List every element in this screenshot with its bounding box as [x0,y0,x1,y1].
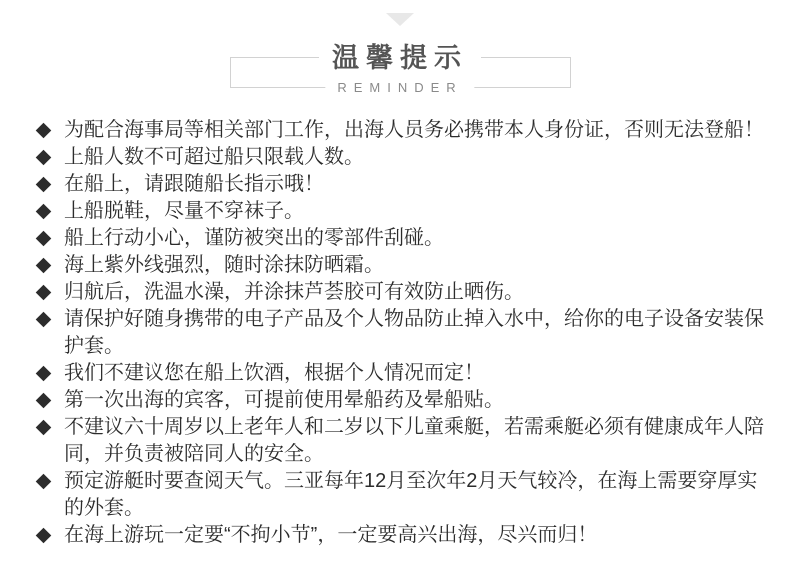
diamond-bullet-icon [36,474,52,490]
list-item [36,198,774,225]
diamond-bullet-icon [36,258,52,274]
list-item [36,252,774,279]
list-item [36,468,774,522]
reminder-list [36,117,774,549]
reminder-notice-page [0,13,800,583]
reminder-text: 上船人数不可超过船只限载人数。 [64,146,364,168]
reminder-text: 不建议六十周岁以上老年人和二岁以下儿童乘艇，若需乘艇必须有健康成年人陪同，并负责被陪同人的安全。 [64,416,764,465]
list-item [36,306,774,360]
list-item [36,360,774,387]
reminder-text: 为配合海事局等相关部门工作，出海人员务必携带本人身份证，否则无法登船！ [64,119,764,141]
diamond-bullet-icon [36,123,52,139]
list-item [36,279,774,306]
reminder-text: 归航后，洗温水澡，并涂抹芦荟胶可有效防止晒伤。 [64,281,524,303]
reminder-text: 在船上，请跟随船长指示哦！ [64,173,324,195]
reminder-text: 在海上游玩一定要“不拘小节”，一定要高兴出海，尽兴而归！ [64,524,598,546]
list-item [36,522,774,549]
list-item [36,117,774,144]
list-item [36,225,774,252]
diamond-bullet-icon [36,285,52,301]
page-subtitle: REMINDER [325,79,474,96]
diamond-bullet-icon [36,150,52,166]
diamond-bullet-icon [36,177,52,193]
page-title: 温馨提示 [319,43,481,74]
diamond-bullet-icon [36,312,52,328]
diamond-bullet-icon [36,204,52,220]
diamond-bullet-icon [36,393,52,409]
list-item [36,171,774,198]
reminder-text: 第一次出海的宾客，可提前使用晕船药及晕船贴。 [64,389,504,411]
reminder-text: 我们不建议您在船上饮酒，根据个人情况而定！ [64,362,484,384]
list-item [36,414,774,468]
reminder-text: 船上行动小心，谨防被突出的零部件刮碰。 [64,227,444,249]
reminder-text: 海上紫外线强烈，随时涂抹防晒霜。 [64,254,384,276]
list-item [36,387,774,414]
diamond-bullet-icon [36,420,52,436]
diamond-bullet-icon [36,231,52,247]
down-triangle-icon [386,13,414,26]
title-frame [230,43,571,95]
list-item [36,144,774,171]
diamond-bullet-icon [36,366,52,382]
reminder-text: 请保护好随身携带的电子产品及个人物品防止掉入水中，给你的电子设备安装保护套。 [64,308,764,357]
reminder-text: 预定游艇时要查阅天气。三亚每年12月至次年2月天气较冷，在海上需要穿厚实的外套。 [64,470,758,519]
reminder-text: 上船脱鞋，尽量不穿袜子。 [64,200,304,222]
diamond-bullet-icon [36,528,52,544]
